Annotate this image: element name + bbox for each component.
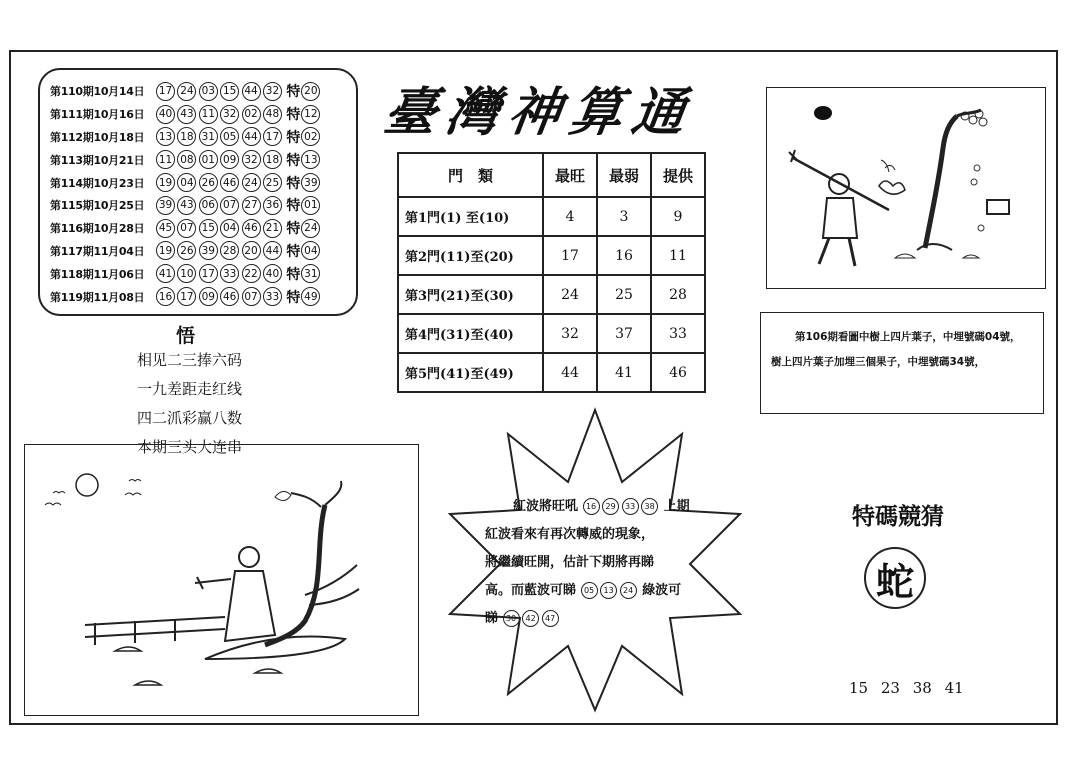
number-ball: 11 bbox=[199, 105, 218, 124]
special-ball: 13 bbox=[301, 150, 320, 169]
table-cell-hot: 4 bbox=[543, 197, 597, 236]
history-date: 第119期11月08日 bbox=[50, 290, 145, 304]
poem-line: 本期三头大连串 bbox=[137, 438, 243, 456]
history-row bbox=[50, 194, 356, 217]
number-ball: 33 bbox=[263, 287, 282, 306]
number-ball: 26 bbox=[177, 241, 196, 260]
number-ball: 24 bbox=[177, 82, 196, 101]
number-ball: 33 bbox=[220, 264, 239, 283]
number-ball: 43 bbox=[177, 196, 196, 215]
number-ball: 36 bbox=[263, 196, 282, 215]
number-ball: 46 bbox=[220, 173, 239, 192]
history-row bbox=[50, 171, 356, 194]
number-ball: 43 bbox=[177, 105, 196, 124]
number-ball: 21 bbox=[263, 219, 282, 238]
boy-tree-drawing bbox=[767, 88, 1044, 287]
number-ball: 27 bbox=[242, 196, 261, 215]
special-guess-title: 特碼競猜 bbox=[852, 504, 944, 530]
number-ball: 17 bbox=[199, 264, 218, 283]
history-date: 第118期11月06日 bbox=[50, 267, 145, 281]
number-ball: 05 bbox=[220, 127, 239, 146]
page-title: 臺灣神算通 bbox=[380, 82, 699, 143]
table-cell-cold: 37 bbox=[597, 314, 651, 353]
table-header: 最旺 bbox=[543, 153, 597, 197]
number-ball: 46 bbox=[220, 287, 239, 306]
number-ball: 01 bbox=[199, 150, 218, 169]
table-header: 門 類 bbox=[398, 153, 543, 197]
special-marker: 特 bbox=[286, 175, 301, 192]
special-marker: 特 bbox=[286, 84, 301, 101]
illustration-scholar bbox=[24, 444, 419, 716]
wave-line-3: 將繼續旺開，估計下期將再睇 bbox=[485, 555, 655, 570]
table-cell-hot: 32 bbox=[543, 314, 597, 353]
number-ball: 19 bbox=[156, 241, 175, 260]
guess-numbers: 15 23 38 41 bbox=[849, 679, 964, 697]
number-ball: 32 bbox=[220, 105, 239, 124]
number-ball: 15 bbox=[220, 82, 239, 101]
wave-ball: 24 bbox=[620, 582, 637, 599]
history-row bbox=[50, 103, 356, 126]
table-header-row bbox=[398, 153, 705, 197]
number-ball: 19 bbox=[156, 173, 175, 192]
caption-line: 第106期看圖中樹上四片葉子，中埋號碼04號， bbox=[795, 331, 1021, 343]
number-ball: 04 bbox=[177, 173, 196, 192]
number-ball: 22 bbox=[242, 264, 261, 283]
number-ball: 44 bbox=[242, 82, 261, 101]
wave-text: 高。而藍波可睇 bbox=[485, 583, 577, 598]
table-cell-category: 第3門(21)至(30) bbox=[398, 275, 543, 314]
poem-line: 四二沠彩赢八数 bbox=[137, 409, 243, 427]
table-cell-cold: 25 bbox=[597, 275, 651, 314]
poem-title: 悟 bbox=[176, 325, 196, 347]
special-ball: 01 bbox=[301, 196, 320, 215]
special-marker: 特 bbox=[286, 107, 301, 124]
table-cell-category: 第1門(1) 至(10) bbox=[398, 197, 543, 236]
history-date: 第115期10月25日 bbox=[50, 199, 145, 213]
special-ball: 12 bbox=[301, 105, 320, 124]
special-marker: 特 bbox=[286, 198, 301, 215]
number-ball: 15 bbox=[199, 219, 218, 238]
number-ball: 39 bbox=[156, 196, 175, 215]
wave-ball: 29 bbox=[602, 498, 619, 515]
table-cell-offer: 11 bbox=[651, 236, 705, 275]
number-ball: 32 bbox=[263, 82, 282, 101]
history-row bbox=[50, 217, 356, 240]
history-row bbox=[50, 126, 356, 149]
number-ball: 07 bbox=[177, 219, 196, 238]
special-marker: 特 bbox=[286, 289, 301, 306]
wave-line-5 bbox=[485, 605, 723, 633]
number-ball: 06 bbox=[199, 196, 218, 215]
history-date: 第113期10月21日 bbox=[50, 153, 145, 167]
number-ball: 13 bbox=[156, 127, 175, 146]
number-ball: 09 bbox=[199, 287, 218, 306]
history-date: 第112期10月18日 bbox=[50, 130, 145, 144]
wave-ball: 47 bbox=[542, 610, 559, 627]
wave-ball: 42 bbox=[522, 610, 539, 627]
number-ball: 40 bbox=[156, 105, 175, 124]
special-ball: 04 bbox=[301, 241, 320, 260]
wave-ball: 33 bbox=[622, 498, 639, 515]
number-ball: 48 bbox=[263, 105, 282, 124]
special-marker: 特 bbox=[286, 243, 301, 260]
special-ball: 24 bbox=[301, 219, 320, 238]
special-ball: 20 bbox=[301, 82, 320, 101]
number-ball: 26 bbox=[199, 173, 218, 192]
history-date: 第111期10月16日 bbox=[50, 108, 145, 122]
number-ball: 08 bbox=[177, 150, 196, 169]
scholar-drawing bbox=[25, 445, 417, 714]
table-row bbox=[398, 275, 705, 314]
illustration-boy-tree bbox=[766, 87, 1046, 289]
number-ball: 18 bbox=[177, 127, 196, 146]
history-row bbox=[50, 262, 356, 285]
number-ball: 07 bbox=[220, 196, 239, 215]
number-ball: 09 bbox=[220, 150, 239, 169]
caption-line: 樹上四片葉子加埋三個果子，中埋號碼34號， bbox=[771, 356, 986, 368]
table-cell-offer: 9 bbox=[651, 197, 705, 236]
poem-line: 一九差距走红线 bbox=[137, 380, 243, 398]
table-header: 提供 bbox=[651, 153, 705, 197]
wave-text: 睇 bbox=[485, 611, 499, 626]
number-ball: 25 bbox=[263, 173, 282, 192]
wave-text: 綠波可 bbox=[642, 583, 682, 598]
number-ball: 02 bbox=[242, 105, 261, 124]
history-row bbox=[50, 80, 356, 103]
special-marker: 特 bbox=[286, 129, 301, 146]
number-ball: 28 bbox=[220, 241, 239, 260]
table-row bbox=[398, 314, 705, 353]
number-ball: 11 bbox=[156, 150, 175, 169]
table-cell-cold: 41 bbox=[597, 353, 651, 392]
number-ball: 45 bbox=[156, 219, 175, 238]
special-marker: 特 bbox=[286, 266, 301, 283]
number-ball: 20 bbox=[242, 241, 261, 260]
wave-text: 上期 bbox=[663, 499, 690, 514]
history-panel bbox=[38, 68, 358, 316]
table-cell-hot: 17 bbox=[543, 236, 597, 275]
wave-ball: 13 bbox=[600, 582, 617, 599]
table-cell-hot: 44 bbox=[543, 353, 597, 392]
wave-analysis bbox=[485, 493, 723, 633]
history-row bbox=[50, 285, 356, 308]
number-ball: 03 bbox=[199, 82, 218, 101]
history-date: 第110期10月14日 bbox=[50, 85, 145, 99]
table-cell-category: 第4門(31)至(40) bbox=[398, 314, 543, 353]
special-ball: 31 bbox=[301, 264, 320, 283]
number-ball: 16 bbox=[156, 287, 175, 306]
table-cell-cold: 16 bbox=[597, 236, 651, 275]
number-ball: 32 bbox=[242, 150, 261, 169]
table-row bbox=[398, 353, 705, 392]
number-ball: 40 bbox=[263, 264, 282, 283]
table-header: 最弱 bbox=[597, 153, 651, 197]
history-date: 第117期11月04日 bbox=[50, 244, 145, 258]
number-ball: 44 bbox=[242, 127, 261, 146]
special-marker: 特 bbox=[286, 221, 301, 238]
number-ball: 17 bbox=[177, 287, 196, 306]
number-ball: 39 bbox=[199, 241, 218, 260]
number-ball: 04 bbox=[220, 219, 239, 238]
special-ball: 39 bbox=[301, 173, 320, 192]
number-ball: 44 bbox=[263, 241, 282, 260]
hint-caption bbox=[760, 312, 1044, 414]
table-cell-offer: 33 bbox=[651, 314, 705, 353]
number-ball: 17 bbox=[263, 127, 282, 146]
wave-ball: 05 bbox=[581, 582, 598, 599]
table-cell-category: 第2門(11)至(20) bbox=[398, 236, 543, 275]
special-ball: 02 bbox=[301, 127, 320, 146]
wave-line-4 bbox=[485, 577, 723, 605]
number-ball: 17 bbox=[156, 82, 175, 101]
wave-line-1 bbox=[485, 493, 723, 521]
table-cell-hot: 24 bbox=[543, 275, 597, 314]
table-cell-category: 第5門(41)至(49) bbox=[398, 353, 543, 392]
history-row bbox=[50, 240, 356, 263]
number-ball: 46 bbox=[242, 219, 261, 238]
number-ball: 07 bbox=[242, 287, 261, 306]
history-row bbox=[50, 148, 356, 171]
table-row bbox=[398, 236, 705, 275]
wave-ball: 16 bbox=[583, 498, 600, 515]
table-cell-offer: 28 bbox=[651, 275, 705, 314]
wave-ball: 38 bbox=[641, 498, 658, 515]
special-ball: 49 bbox=[301, 287, 320, 306]
number-ball: 10 bbox=[177, 264, 196, 283]
table-cell-cold: 3 bbox=[597, 197, 651, 236]
wave-ball: 30 bbox=[503, 610, 520, 627]
number-ball: 24 bbox=[242, 173, 261, 192]
special-marker: 特 bbox=[286, 152, 301, 169]
number-ball: 18 bbox=[263, 150, 282, 169]
table-row bbox=[398, 197, 705, 236]
number-ball: 31 bbox=[199, 127, 218, 146]
table-cell-offer: 46 bbox=[651, 353, 705, 392]
category-table bbox=[397, 152, 706, 393]
zodiac-circle: 蛇 bbox=[864, 547, 926, 609]
wave-text: 紅波將旺吼 bbox=[513, 499, 579, 514]
wave-line-2: 紅波看來有再次轉威的現象， bbox=[485, 527, 655, 542]
number-ball: 41 bbox=[156, 264, 175, 283]
poem-line: 相见二三捧六码 bbox=[137, 351, 243, 369]
history-date: 第114期10月23日 bbox=[50, 176, 145, 190]
history-date: 第116期10月28日 bbox=[50, 222, 145, 236]
